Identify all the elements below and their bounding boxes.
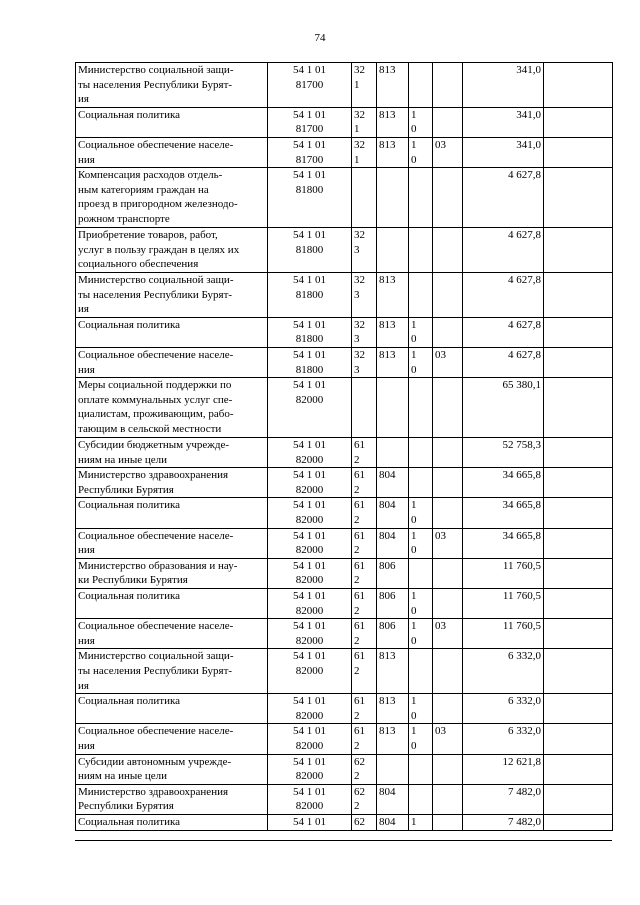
row-sum: 6 332,0 — [463, 724, 544, 754]
row-empty-cell — [544, 619, 613, 649]
row-csr: 54 1 01 82000 — [268, 619, 352, 649]
row-sum: 11 760,5 — [463, 619, 544, 649]
row-rz: 1 0 — [409, 137, 433, 167]
row-rz — [409, 438, 433, 468]
row-vr: 61 2 — [352, 724, 377, 754]
row-csr: 54 1 01 82000 — [268, 528, 352, 558]
row-csr: 54 1 01 81700 — [268, 63, 352, 108]
row-grbs: 813 — [377, 137, 409, 167]
row-vr: 32 1 — [352, 137, 377, 167]
row-vr: 32 1 — [352, 107, 377, 137]
row-vr — [352, 168, 377, 228]
row-rz — [409, 272, 433, 317]
row-grbs — [377, 438, 409, 468]
row-pr — [433, 814, 463, 830]
row-grbs: 806 — [377, 589, 409, 619]
row-name: Приобретение товаров, работ, услуг в пользу граждан в целях их социального обеспечения — [76, 228, 268, 273]
row-rz: 1 — [409, 814, 433, 830]
row-csr: 54 1 01 82000 — [268, 754, 352, 784]
row-sum: 11 760,5 — [463, 589, 544, 619]
row-name: Социальное обеспечение населе- ния — [76, 347, 268, 377]
row-csr: 54 1 01 82000 — [268, 694, 352, 724]
row-name: Министерство здравоохранения Республики Бурятия — [76, 468, 268, 498]
row-pr: 03 — [433, 528, 463, 558]
row-pr — [433, 589, 463, 619]
row-grbs: 813 — [377, 317, 409, 347]
row-name: Министерство здравоохранения Республики Бурятия — [76, 784, 268, 814]
row-grbs — [377, 378, 409, 438]
table-row — [76, 814, 613, 830]
row-pr — [433, 694, 463, 724]
row-empty-cell — [544, 228, 613, 273]
row-vr: 32 3 — [352, 272, 377, 317]
row-csr: 54 1 01 82000 — [268, 558, 352, 588]
row-csr: 54 1 01 81800 — [268, 347, 352, 377]
row-empty-cell — [544, 272, 613, 317]
row-rz — [409, 63, 433, 108]
row-empty-cell — [544, 107, 613, 137]
row-rz: 1 0 — [409, 317, 433, 347]
row-name: Министерство социальной защи- ты населения Республики Бурят- ия — [76, 649, 268, 694]
row-rz: 1 0 — [409, 619, 433, 649]
row-empty-cell — [544, 317, 613, 347]
row-empty-cell — [544, 498, 613, 528]
row-sum: 7 482,0 — [463, 814, 544, 830]
row-rz: 1 0 — [409, 498, 433, 528]
row-csr: 54 1 01 82000 — [268, 724, 352, 754]
row-grbs: 813 — [377, 63, 409, 108]
table-row — [76, 784, 613, 814]
row-vr: 61 2 — [352, 438, 377, 468]
row-empty-cell — [544, 754, 613, 784]
table-row — [76, 528, 613, 558]
row-pr — [433, 317, 463, 347]
row-empty-cell — [544, 694, 613, 724]
row-name: Социальное обеспечение населе- ния — [76, 137, 268, 167]
row-pr — [433, 272, 463, 317]
budget-table-body — [76, 63, 613, 831]
row-csr: 54 1 01 81700 — [268, 137, 352, 167]
row-pr — [433, 378, 463, 438]
row-csr: 54 1 01 82000 — [268, 498, 352, 528]
row-rz — [409, 228, 433, 273]
row-vr: 62 2 — [352, 784, 377, 814]
row-vr — [352, 378, 377, 438]
row-grbs: 804 — [377, 498, 409, 528]
row-name: Меры социальной поддержки по оплате коммунальных услуг спе- циалистам, проживающим, рабо- тающим в сельской местности — [76, 378, 268, 438]
table-row — [76, 468, 613, 498]
row-sum: 65 380,1 — [463, 378, 544, 438]
row-name: Социальное обеспечение населе- ния — [76, 619, 268, 649]
row-grbs: 813 — [377, 347, 409, 377]
row-sum: 34 665,8 — [463, 498, 544, 528]
table-row — [76, 589, 613, 619]
row-pr: 03 — [433, 347, 463, 377]
row-sum: 4 627,8 — [463, 317, 544, 347]
table-row — [76, 317, 613, 347]
row-rz — [409, 558, 433, 588]
row-rz — [409, 168, 433, 228]
page-number: 74 — [314, 32, 326, 44]
row-csr: 54 1 01 82000 — [268, 649, 352, 694]
row-pr — [433, 168, 463, 228]
row-empty-cell — [544, 724, 613, 754]
row-rz: 1 0 — [409, 528, 433, 558]
row-pr — [433, 228, 463, 273]
row-name: Субсидии автономным учрежде- ниям на иные цели — [76, 754, 268, 784]
row-grbs: 813 — [377, 107, 409, 137]
table-row — [76, 107, 613, 137]
row-sum: 34 665,8 — [463, 468, 544, 498]
row-pr — [433, 784, 463, 814]
row-sum: 52 758,3 — [463, 438, 544, 468]
table-row — [76, 347, 613, 377]
table-row — [76, 137, 613, 167]
row-csr: 54 1 01 — [268, 814, 352, 830]
row-sum: 4 627,8 — [463, 228, 544, 273]
row-vr: 61 2 — [352, 498, 377, 528]
row-csr: 54 1 01 82000 — [268, 378, 352, 438]
budget-table — [75, 62, 613, 831]
row-name: Социальная политика — [76, 694, 268, 724]
table-row — [76, 754, 613, 784]
row-grbs: 813 — [377, 272, 409, 317]
table-row — [76, 63, 613, 108]
row-name: Социальная политика — [76, 814, 268, 830]
row-sum: 12 621,8 — [463, 754, 544, 784]
row-sum: 341,0 — [463, 107, 544, 137]
row-rz: 1 0 — [409, 107, 433, 137]
row-vr: 61 2 — [352, 694, 377, 724]
row-grbs: 806 — [377, 558, 409, 588]
row-sum: 6 332,0 — [463, 694, 544, 724]
row-empty-cell — [544, 468, 613, 498]
row-csr: 54 1 01 81800 — [268, 272, 352, 317]
row-rz — [409, 649, 433, 694]
row-grbs: 813 — [377, 649, 409, 694]
row-pr — [433, 498, 463, 528]
row-sum: 6 332,0 — [463, 649, 544, 694]
row-vr: 61 2 — [352, 558, 377, 588]
row-sum: 4 627,8 — [463, 347, 544, 377]
row-empty-cell — [544, 168, 613, 228]
table-row — [76, 228, 613, 273]
row-rz: 1 0 — [409, 724, 433, 754]
row-sum: 11 760,5 — [463, 558, 544, 588]
row-vr: 62 2 — [352, 754, 377, 784]
row-empty-cell — [544, 558, 613, 588]
row-vr: 61 2 — [352, 619, 377, 649]
table-row — [76, 498, 613, 528]
row-name: Министерство образования и нау- ки Республики Бурятия — [76, 558, 268, 588]
row-rz: 1 0 — [409, 589, 433, 619]
row-empty-cell — [544, 378, 613, 438]
row-csr: 54 1 01 82000 — [268, 438, 352, 468]
table-row — [76, 558, 613, 588]
table-row — [76, 272, 613, 317]
row-sum: 341,0 — [463, 63, 544, 108]
table-row — [76, 378, 613, 438]
row-csr: 54 1 01 82000 — [268, 784, 352, 814]
row-grbs — [377, 168, 409, 228]
row-name: Министерство социальной защи- ты населения Республики Бурят- ия — [76, 63, 268, 108]
row-name: Социальная политика — [76, 107, 268, 137]
table-row — [76, 619, 613, 649]
row-vr: 32 3 — [352, 347, 377, 377]
row-pr: 03 — [433, 619, 463, 649]
row-pr — [433, 63, 463, 108]
row-vr: 61 2 — [352, 468, 377, 498]
row-empty-cell — [544, 649, 613, 694]
row-csr: 54 1 01 82000 — [268, 468, 352, 498]
row-pr — [433, 468, 463, 498]
row-grbs: 813 — [377, 724, 409, 754]
table-row — [76, 649, 613, 694]
row-name: Социальное обеспечение населе- ния — [76, 724, 268, 754]
row-rz — [409, 378, 433, 438]
row-name: Социальная политика — [76, 589, 268, 619]
row-grbs: 806 — [377, 619, 409, 649]
row-sum: 4 627,8 — [463, 168, 544, 228]
row-name: Субсидии бюджетным учрежде- ниям на иные цели — [76, 438, 268, 468]
row-pr — [433, 558, 463, 588]
row-vr: 32 3 — [352, 317, 377, 347]
row-empty-cell — [544, 528, 613, 558]
row-empty-cell — [544, 438, 613, 468]
row-pr — [433, 107, 463, 137]
row-rz — [409, 468, 433, 498]
table-row — [76, 694, 613, 724]
row-grbs: 804 — [377, 528, 409, 558]
row-rz — [409, 784, 433, 814]
row-name: Социальная политика — [76, 317, 268, 347]
table-bottom-rule — [75, 840, 612, 841]
row-sum: 4 627,8 — [463, 272, 544, 317]
row-name: Социальное обеспечение населе- ния — [76, 528, 268, 558]
row-grbs: 804 — [377, 784, 409, 814]
row-grbs — [377, 754, 409, 784]
row-name: Социальная политика — [76, 498, 268, 528]
row-empty-cell — [544, 347, 613, 377]
row-pr — [433, 649, 463, 694]
row-empty-cell — [544, 589, 613, 619]
row-rz: 1 0 — [409, 694, 433, 724]
row-name: Компенсация расходов отдель- ным категориям граждан на проезд в пригородном железнодо- рожном транспорте — [76, 168, 268, 228]
row-grbs — [377, 228, 409, 273]
row-sum: 34 665,8 — [463, 528, 544, 558]
row-grbs: 813 — [377, 694, 409, 724]
row-sum: 341,0 — [463, 137, 544, 167]
row-grbs: 804 — [377, 814, 409, 830]
row-vr: 61 2 — [352, 649, 377, 694]
row-vr: 32 3 — [352, 228, 377, 273]
row-vr: 61 2 — [352, 528, 377, 558]
row-pr: 03 — [433, 137, 463, 167]
row-grbs: 804 — [377, 468, 409, 498]
row-csr: 54 1 01 81800 — [268, 317, 352, 347]
row-name: Министерство социальной защи- ты населения Республики Бурят- ия — [76, 272, 268, 317]
row-csr: 54 1 01 81700 — [268, 107, 352, 137]
table-row — [76, 724, 613, 754]
row-pr — [433, 438, 463, 468]
row-empty-cell — [544, 137, 613, 167]
table-row — [76, 438, 613, 468]
row-rz — [409, 754, 433, 784]
row-pr — [433, 754, 463, 784]
row-empty-cell — [544, 814, 613, 830]
row-sum: 7 482,0 — [463, 784, 544, 814]
row-empty-cell — [544, 784, 613, 814]
row-rz: 1 0 — [409, 347, 433, 377]
row-empty-cell — [544, 63, 613, 108]
row-csr: 54 1 01 81800 — [268, 168, 352, 228]
row-pr: 03 — [433, 724, 463, 754]
row-csr: 54 1 01 81800 — [268, 228, 352, 273]
row-csr: 54 1 01 82000 — [268, 589, 352, 619]
row-vr: 62 — [352, 814, 377, 830]
row-vr: 32 1 — [352, 63, 377, 108]
row-vr: 61 2 — [352, 589, 377, 619]
table-row — [76, 168, 613, 228]
